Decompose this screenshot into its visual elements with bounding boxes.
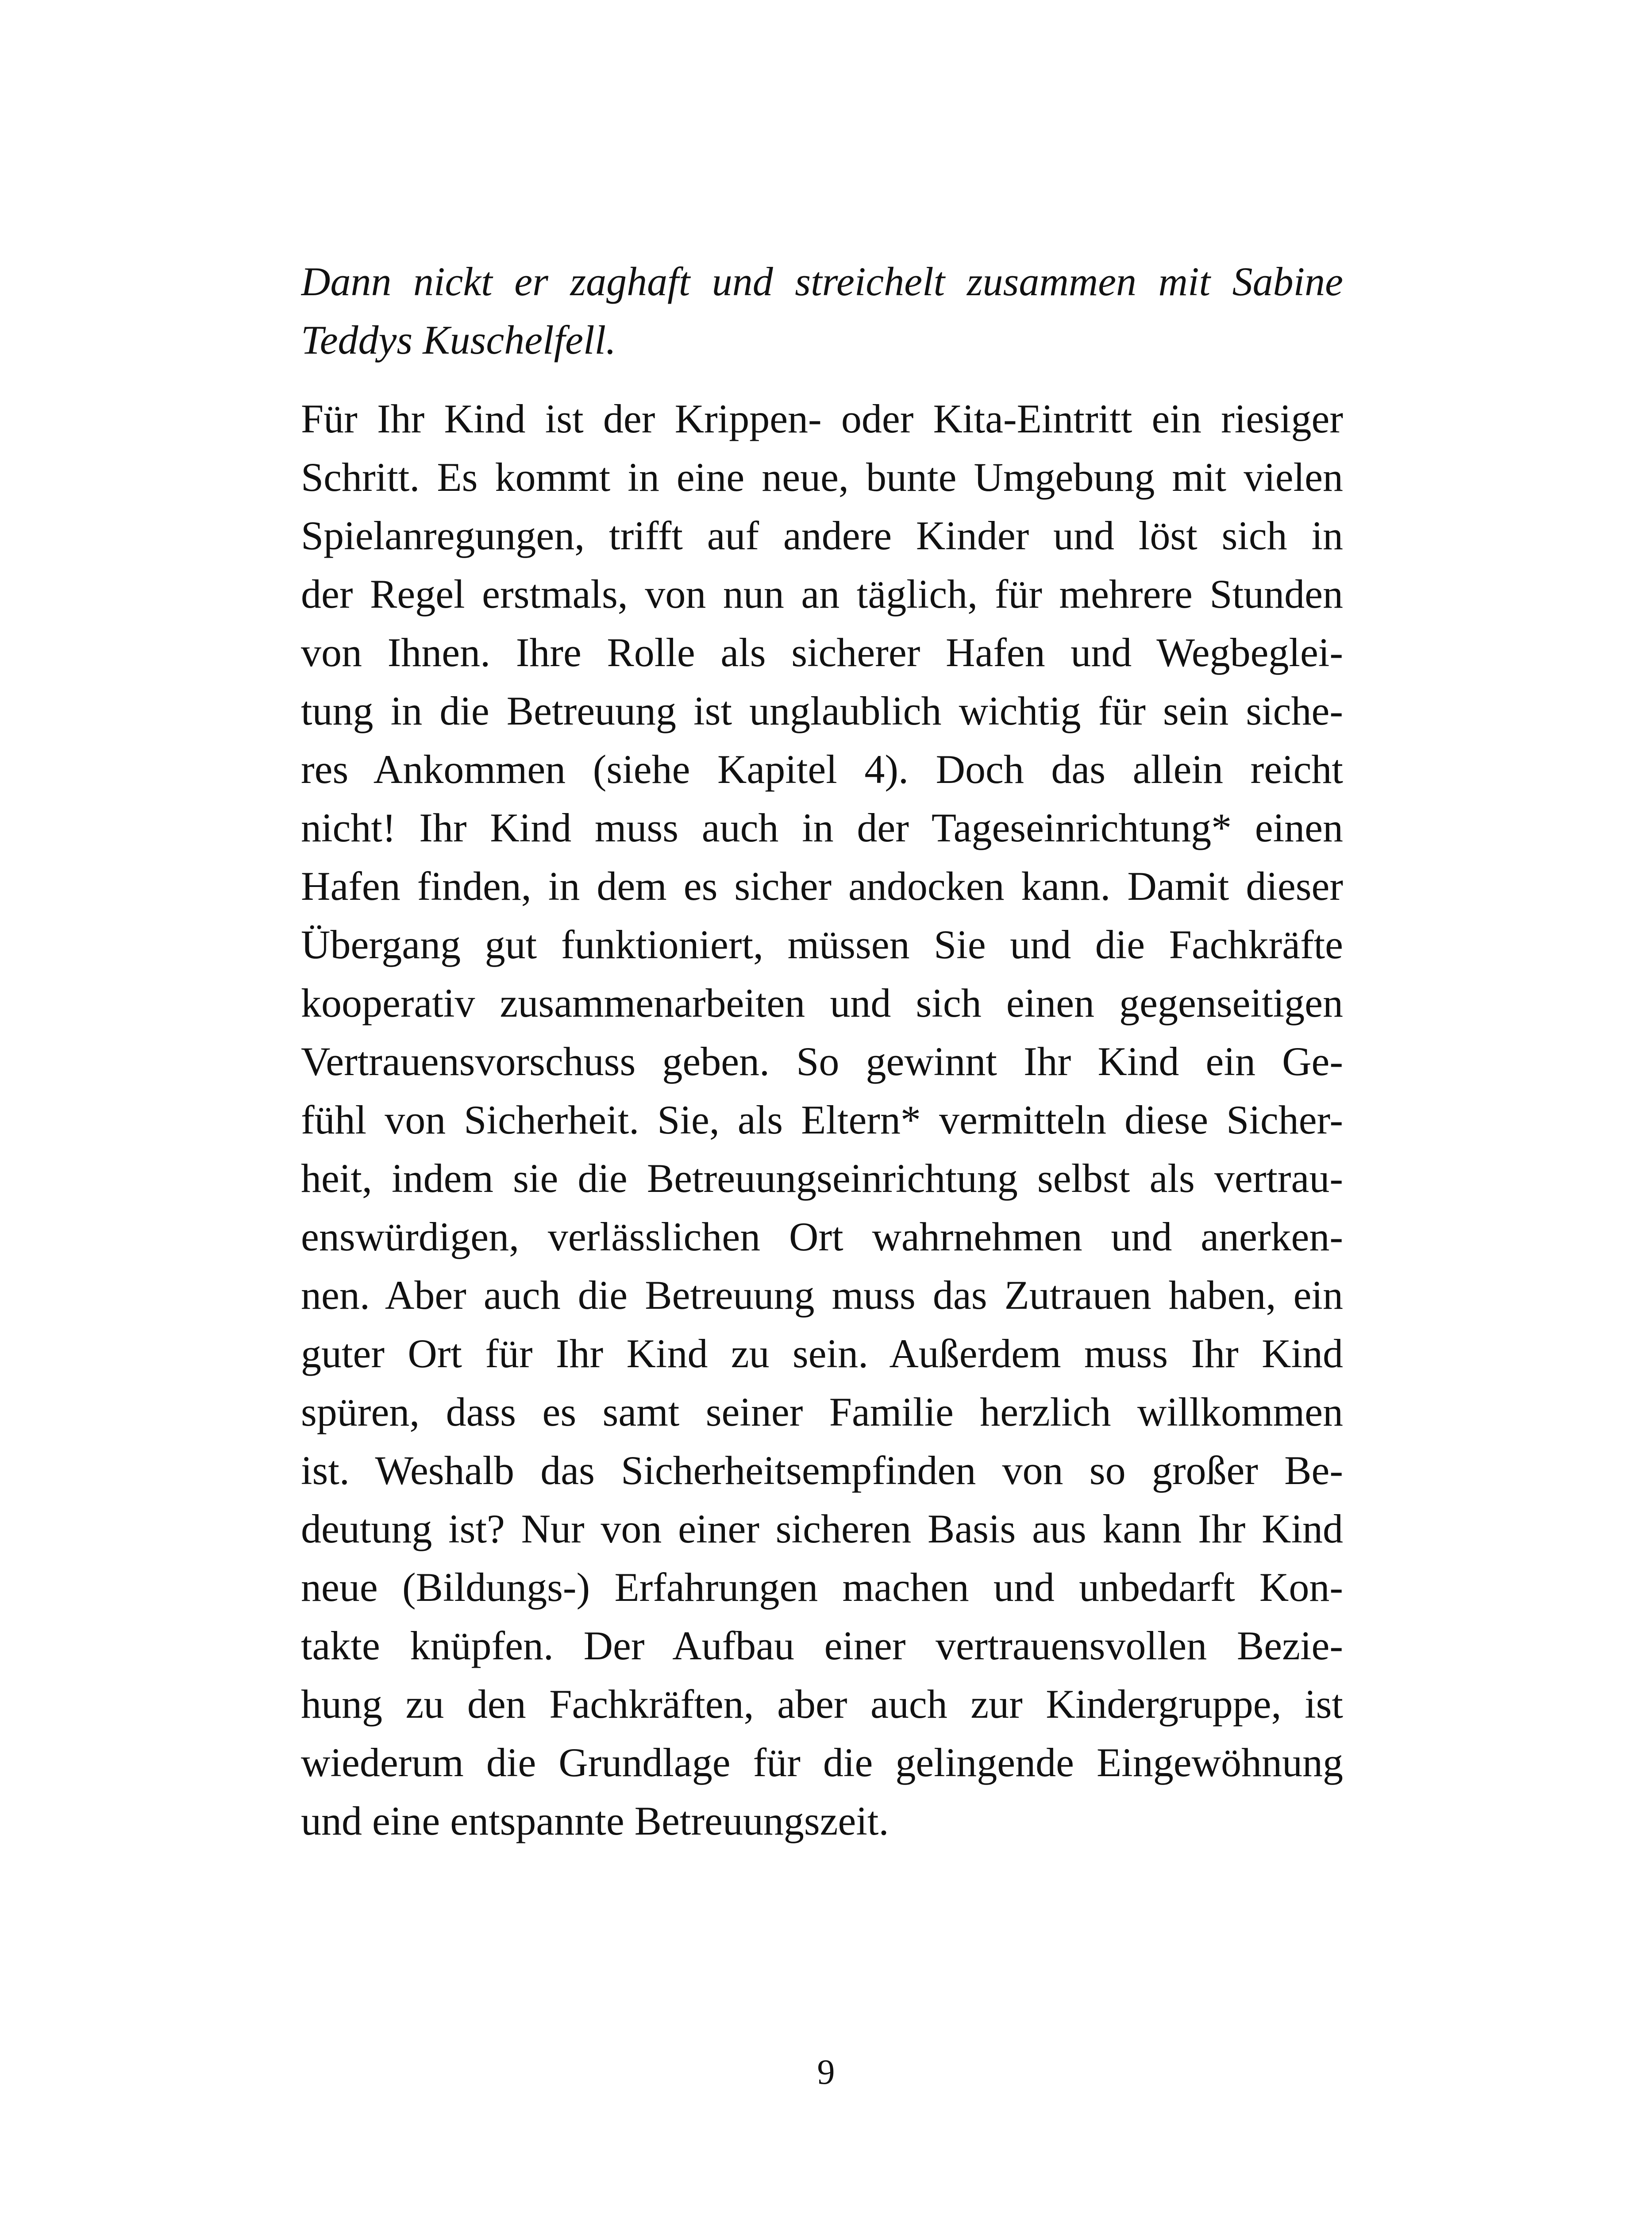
page-number: 9	[817, 2053, 835, 2092]
intro-line: Dann nickt er zaghaft und streichelt zusammen mit Sabine	[301, 259, 1343, 304]
intro-line: Teddys Kuschelfell.	[301, 317, 616, 362]
paragraph-line: Hafen finden, in dem es sicher andocken kann. Damit dieser	[301, 864, 1343, 909]
italic-intro	[301, 252, 1343, 369]
paragraph-line: guter Ort für Ihr Kind zu sein. Außerdem muss Ihr Kind	[301, 1331, 1343, 1376]
paragraph-line: nen. Aber auch die Betreuung muss das Zutrauen haben, ein	[301, 1272, 1343, 1318]
paragraph-line: deutung ist? Nur von einer sicheren Basis aus kann Ihr Kind	[301, 1506, 1343, 1551]
body-paragraph	[301, 389, 1343, 1850]
paragraph-line: wiederum die Grundlage für die gelingende Eingewöhnung	[301, 1740, 1343, 1785]
paragraph-line: tung in die Betreuung ist unglaublich wichtig für sein siche-	[301, 688, 1343, 733]
paragraph-line: ist. Weshalb das Sicherheitsempfinden von so großer Be-	[301, 1448, 1343, 1493]
paragraph-line: von Ihnen. Ihre Rolle als sicherer Hafen und Wegbeglei-	[301, 630, 1343, 675]
paragraph-line: Übergang gut funktioniert, müssen Sie und die Fachkräfte	[301, 922, 1343, 967]
paragraph-line: Vertrauensvorschuss geben. So gewinnt Ihr Kind ein Ge-	[301, 1039, 1343, 1084]
paragraph-line: Spielanregungen, trifft auf andere Kinder und löst sich in	[301, 513, 1343, 558]
paragraph-line: der Regel erstmals, von nun an täglich, für mehrere Stunden	[301, 571, 1343, 617]
paragraph-line: fühl von Sicherheit. Sie, als Eltern* vermitteln diese Sicher-	[301, 1097, 1343, 1142]
paragraph-line: neue (Bildungs-) Erfahrungen machen und unbedarft Kon-	[301, 1565, 1343, 1610]
paragraph-line: Schritt. Es kommt in eine neue, bunte Umgebung mit vielen	[301, 455, 1343, 500]
paragraph-line: enswürdigen, verlässlichen Ort wahrnehmen und anerken-	[301, 1214, 1343, 1259]
paragraph-line: und eine entspannte Betreuungszeit.	[301, 1798, 889, 1843]
paragraph-line: takte knüpfen. Der Aufbau einer vertrauensvollen Bezie-	[301, 1623, 1343, 1668]
paragraph-line: Für Ihr Kind ist der Krippen- oder Kita-Eintritt ein riesiger	[301, 396, 1343, 441]
paragraph-line: spüren, dass es samt seiner Familie herzlich willkommen	[301, 1389, 1343, 1434]
text-block	[301, 252, 1343, 1850]
paragraph-line: hung zu den Fachkräften, aber auch zur Kindergruppe, ist	[301, 1681, 1343, 1727]
paragraph-line: res Ankommen (siehe Kapitel 4). Doch das allein reicht	[301, 747, 1343, 792]
paragraph-line: kooperativ zusammenarbeiten und sich einen gegenseitigen	[301, 980, 1343, 1026]
paragraph-line: nicht! Ihr Kind muss auch in der Tageseinrichtung* einen	[301, 805, 1343, 850]
paragraph-line: heit, indem sie die Betreuungseinrichtung selbst als vertrau-	[301, 1156, 1343, 1201]
